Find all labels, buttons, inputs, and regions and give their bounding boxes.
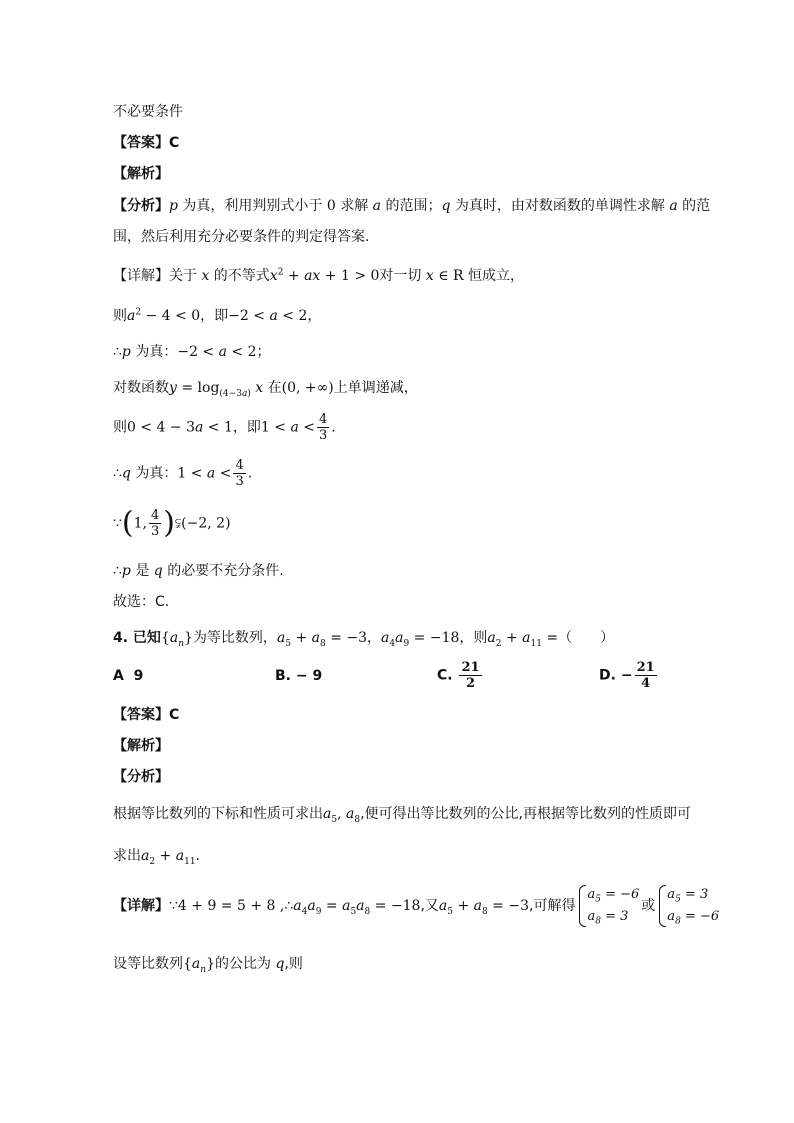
text-line-conclusion: 不必要条件 bbox=[113, 104, 183, 120]
choice-line-q3: 故选：C. bbox=[113, 594, 170, 610]
detail-line-q4-ratio: 设等比数列$\{a_n\}$的公比为 q,则 bbox=[113, 956, 303, 975]
analysis-paragraph-q4: 根据等比数列的下标和性质可求出$a_5$, $a_8$,便可得出等比数列的公比,再根据等比数列的性质即可 bbox=[113, 806, 691, 825]
analysis-paragraph-q4-cont: 求出$a_2 + a_{11}$. bbox=[113, 848, 200, 867]
option-c: C. $\frac{21}{2}$ bbox=[437, 660, 480, 691]
detail-line-p-true: ∴p 为真：−2 < a < 2； bbox=[113, 344, 271, 360]
option-c-fraction: $\frac{21}{2}$ bbox=[461, 660, 480, 691]
detail-line-q-true: ∴q 为真：1 < a < $\frac{4}{3}$ . bbox=[113, 458, 253, 489]
equation-system-1: $a_5 = -6$ $a_8 = 3$ bbox=[577, 884, 639, 928]
detail-line-subset: ∵(1, $\frac{4}{3}$ )⫋(−2, 2) bbox=[113, 505, 231, 541]
answer-label-q3: 【答案】C bbox=[113, 135, 180, 151]
answer-label-q4: 【答案】C bbox=[113, 707, 180, 723]
analysis-heading-q3: 【解析】 bbox=[113, 166, 169, 182]
analysis-paragraph-q3: 【分析】p 为真，利用判别式小于 0 求解 a 的范围；q 为真时，由对数函数的单调性求解 a 的范 bbox=[113, 198, 711, 214]
fraction-4-3-c: $\frac{4}{3}$ bbox=[151, 508, 160, 539]
fraction-4-3-b: $\frac{4}{3}$ bbox=[235, 458, 244, 489]
detail-line-q4-system: 【详解】∵4 + 9 = 5 + 8 $,\therefore a_4a_9 = a_5a_8 = -18$,又$a_5 + a_8 = -3$,可解得 $a_5 = -6$ $a_8 = 3$ 或 $a_5 = 3$ $a_8 = -6$ bbox=[113, 884, 721, 928]
equation-system-2: $a_5 = 3$ $a_8 = -6$ bbox=[657, 884, 719, 928]
question-4-stem: 4. 已知$\{a_n\}$为等比数列，$a_5 + a_8 = -3$，$a_4a_9 = -18$，则$a_2 + a_{11}$ =（ ） bbox=[113, 630, 615, 649]
analysis-heading-q4: 【解析】 bbox=[113, 738, 169, 754]
fraction-4-3: $\frac{4}{3}$ bbox=[318, 412, 328, 443]
detail-line-log-function: 对数函数$y = \log_{(4-3a)} x$ 在(0, +∞)上单调递减， bbox=[113, 380, 418, 399]
option-d-fraction: $\frac{21}{4}$ bbox=[636, 660, 655, 691]
fenxi-heading-q4: 【分析】 bbox=[113, 769, 169, 785]
option-d: D. − $\frac{21}{4}$ bbox=[599, 660, 655, 691]
detail-line-inequality: 【详解】关于 x 的不等式$x^2$ + ax + 1 > 0对一切 x ∈ R 恒成立， bbox=[113, 267, 525, 284]
detail-line-discriminant: 则$a^2 - 4 < 0$，即−2 < a < 2， bbox=[113, 307, 322, 324]
detail-line-necessary: ∴p 是 q 的必要不充分条件. bbox=[113, 563, 284, 579]
option-b: B. − 9 bbox=[275, 668, 323, 684]
option-a: A 9 bbox=[113, 668, 144, 684]
detail-line-log-range: 则0 < 4 − 3a < 1，即1 < a < $\frac{4}{3}$ . bbox=[113, 412, 336, 443]
analysis-paragraph-q3-cont: 围，然后利用充分必要条件的判定得答案. bbox=[113, 229, 370, 245]
